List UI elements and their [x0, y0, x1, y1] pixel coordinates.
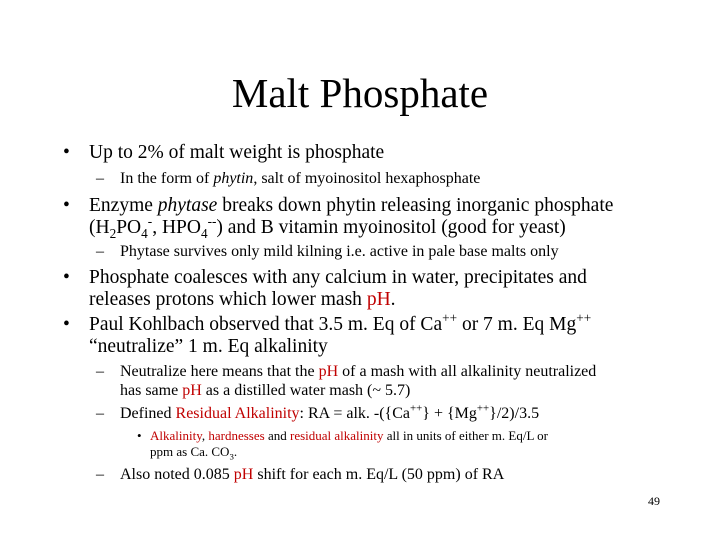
dash-marker: –: [96, 466, 104, 483]
sub-bullet-phytin: In the form of phytin, salt of myoinositol hexaphosphate: [120, 170, 481, 187]
bullet-kohlbach: Paul Kohlbach observed that 3.5 m. Eq of Ca++ or 7 m. Eq Mg++: [89, 310, 592, 335]
bullet-marker: •: [63, 142, 70, 163]
sub-sub-bullet-units-cont: ppm as Ca. $CO_3$.: [150, 444, 238, 462]
sub-bullet-neutralize-cont: has same pH as a distilled water mash (~ 5.7): [120, 382, 411, 399]
sub-bullet-neutralize: Neutralize here means that the pH of a mash with all alkalinity neutralized: [120, 363, 597, 380]
dash-marker: –: [96, 405, 104, 422]
bullet-kohlbach-cont: “neutralize” 1 m. Eq alkalinity: [89, 336, 328, 357]
sub-sub-bullet-units: Alkalinity, hardnesses and residual alkalinity all in units of either m. Eq/L or: [150, 428, 549, 443]
sub-bullet-ph-shift: Also noted 0.085 pH shift for each m. Eq/L (50 ppm) of RA: [120, 466, 505, 483]
bullet-marker: •: [63, 314, 70, 335]
sub-bullet-phytase-survives: Phytase survives only mild kilning i.e. active in pale base malts only: [120, 243, 559, 260]
slide-title: Malt Phosphate: [231, 70, 489, 116]
bullet-enzyme-phytase-cont: ($H_2PO_4^-$, $HPO_4^{--}$) and B vitamin myoinositol (good for yeast): [89, 213, 566, 241]
dash-marker: –: [96, 363, 104, 380]
bullet-marker: •: [63, 195, 70, 216]
bullet-phosphate-coalesces-cont: releases protons which lower mash pH.: [89, 289, 396, 310]
page-number: 49: [648, 494, 660, 508]
dash-marker: –: [96, 170, 104, 187]
bullet-enzyme-phytase: Enzyme phytase breaks down phytin releasing inorganic phosphate: [89, 195, 614, 216]
bullet-marker: •: [137, 428, 142, 443]
sub-bullet-residual-alkalinity: Defined Residual Alkalinity: RA = alk. -({Ca++} + {Mg++}/2)/3.5: [120, 402, 540, 422]
bullet-up-to-2-percent: Up to 2% of malt weight is phosphate: [89, 142, 385, 163]
dash-marker: –: [96, 243, 104, 260]
bullet-phosphate-coalesces: Phosphate coalesces with any calcium in water, precipitates and: [89, 267, 587, 288]
bullet-marker: •: [63, 267, 70, 288]
